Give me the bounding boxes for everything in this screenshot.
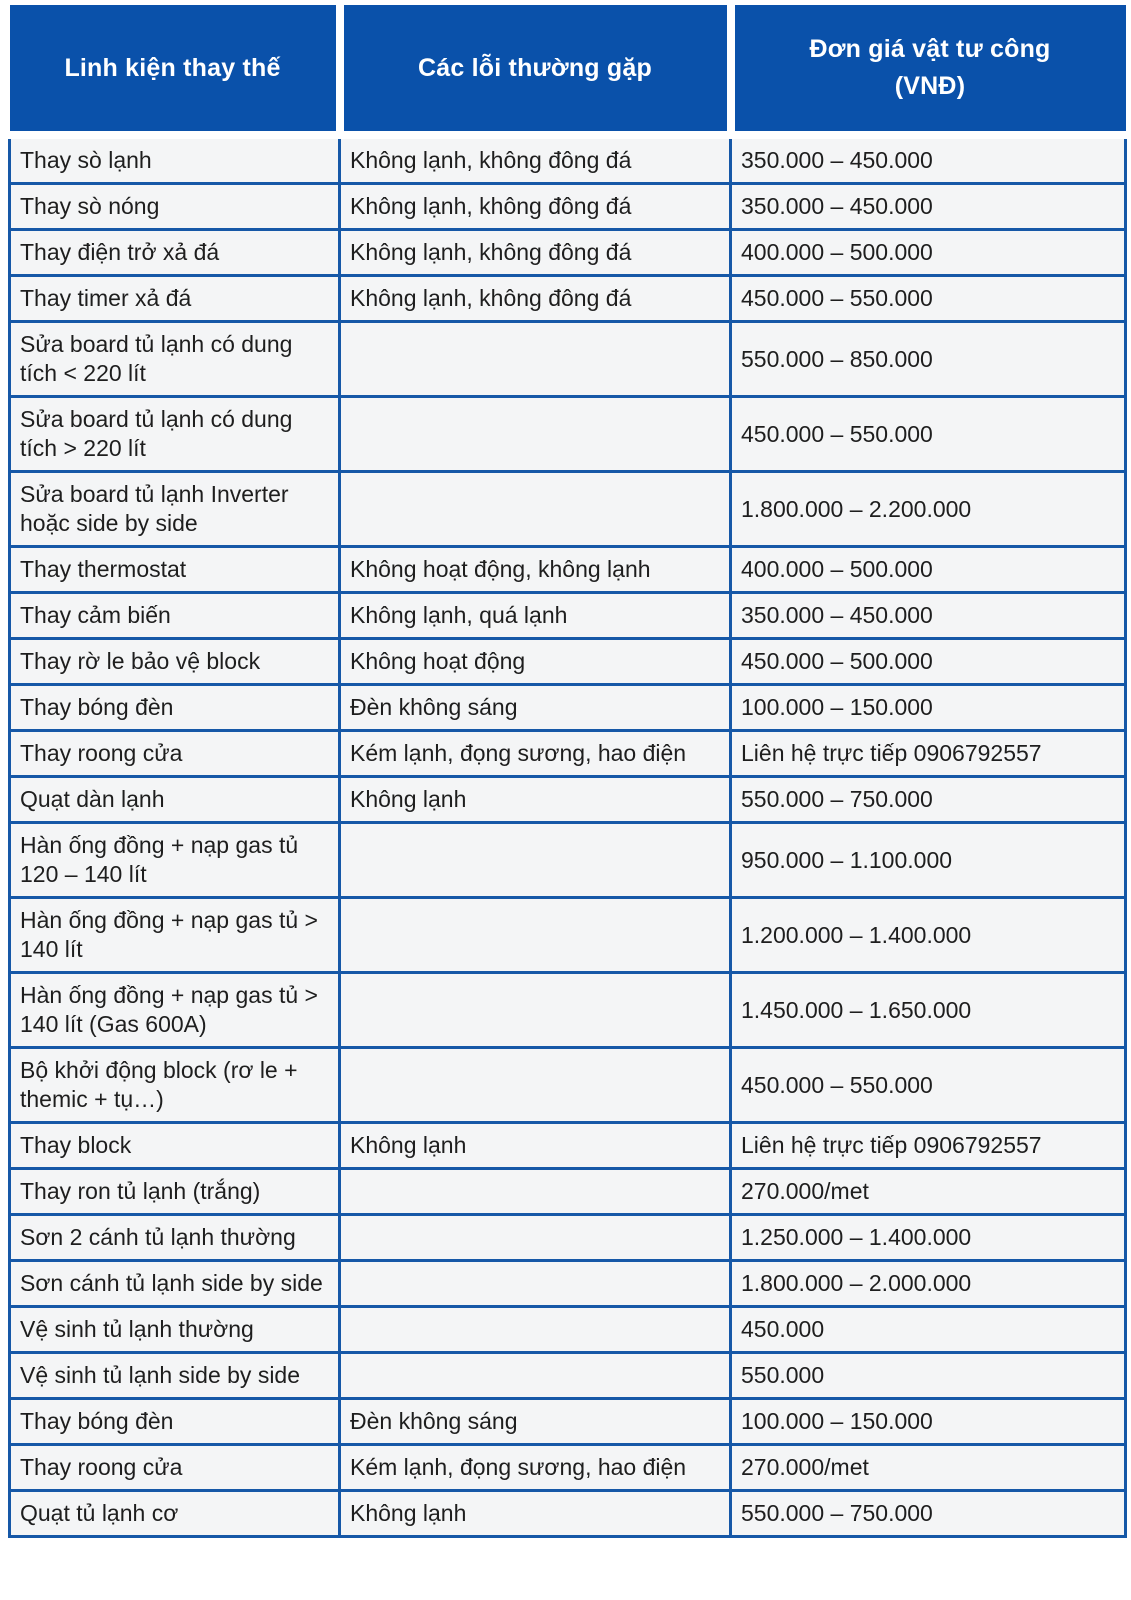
part-cell: Bộ khởi động block (rơ le + themic + tụ…) [10,1048,340,1123]
part-cell: Sửa board tủ lạnh có dung tích > 220 lít [10,397,340,472]
table-row [10,1215,1126,1261]
part-cell: Vệ sinh tủ lạnh thường [10,1307,340,1353]
price-cell: 270.000/met [731,1169,1126,1215]
part-cell: Sửa board tủ lạnh Inverter hoặc side by side [10,472,340,547]
issue-cell [340,1169,731,1215]
price-cell: 1.800.000 – 2.200.000 [731,472,1126,547]
part-cell: Thay roong cửa [10,1445,340,1491]
issue-cell [340,1307,731,1353]
part-cell: Thay ron tủ lạnh (trắng) [10,1169,340,1215]
part-cell: Thay điện trở xả đá [10,230,340,276]
table-row [10,1445,1126,1491]
price-cell: 350.000 – 450.000 [731,593,1126,639]
table-row [10,777,1126,823]
column-header-price [731,5,1126,135]
issue-cell: Không lạnh [340,1123,731,1169]
part-cell: Vệ sinh tủ lạnh side by side [10,1353,340,1399]
price-cell: 550.000 [731,1353,1126,1399]
table-row [10,1399,1126,1445]
table-row [10,184,1126,230]
part-cell: Thay sò lạnh [10,135,340,184]
table-row [10,1169,1126,1215]
table-row [10,731,1126,777]
part-cell: Thay sò nóng [10,184,340,230]
table-row [10,639,1126,685]
issue-cell: Đèn không sáng [340,1399,731,1445]
table-row [10,823,1126,898]
table-row [10,593,1126,639]
issue-cell [340,1261,731,1307]
issue-cell [340,1215,731,1261]
table-header [10,5,1126,135]
issue-cell: Không lạnh, quá lạnh [340,593,731,639]
price-cell: Liên hệ trực tiếp 0906792557 [731,1123,1126,1169]
issue-cell [340,322,731,397]
column-header-issue [340,5,731,135]
issue-cell: Không lạnh [340,1491,731,1537]
table-row [10,547,1126,593]
price-cell: 450.000 – 500.000 [731,639,1126,685]
issue-cell: Không hoạt động, không lạnh [340,547,731,593]
price-cell: 400.000 – 500.000 [731,230,1126,276]
part-cell: Sơn 2 cánh tủ lạnh thường [10,1215,340,1261]
table-row [10,1307,1126,1353]
header-row [10,5,1126,135]
price-table [8,5,1127,1538]
price-cell: Liên hệ trực tiếp 0906792557 [731,731,1126,777]
price-cell: 450.000 – 550.000 [731,397,1126,472]
price-cell: 950.000 – 1.100.000 [731,823,1126,898]
part-cell: Thay thermostat [10,547,340,593]
price-cell: 270.000/met [731,1445,1126,1491]
price-cell: 100.000 – 150.000 [731,685,1126,731]
table-body [10,135,1126,1537]
price-cell: 450.000 [731,1307,1126,1353]
table-row [10,322,1126,397]
issue-cell: Không lạnh, không đông đá [340,276,731,322]
issue-cell: Đèn không sáng [340,685,731,731]
issue-cell: Không lạnh, không đông đá [340,135,731,184]
price-cell: 550.000 – 850.000 [731,322,1126,397]
price-cell: 1.800.000 – 2.000.000 [731,1261,1126,1307]
part-cell: Quạt dàn lạnh [10,777,340,823]
part-cell: Hàn ống đồng + nạp gas tủ > 140 lít [10,898,340,973]
table-row [10,685,1126,731]
part-cell: Hàn ống đồng + nạp gas tủ > 140 lít (Gas 600A) [10,973,340,1048]
part-cell: Thay bóng đèn [10,1399,340,1445]
table-row [10,1123,1126,1169]
price-cell: 450.000 – 550.000 [731,276,1126,322]
issue-cell: Không hoạt động [340,639,731,685]
part-cell: Thay timer xả đá [10,276,340,322]
column-header-part-label: Linh kiện thay thế [64,53,281,82]
price-cell: 100.000 – 150.000 [731,1399,1126,1445]
price-cell: 400.000 – 500.000 [731,547,1126,593]
issue-cell [340,1048,731,1123]
table-row [10,230,1126,276]
column-header-issue-label: Các lỗi thường gặp [418,53,652,82]
part-cell: Thay rờ le bảo vệ block [10,639,340,685]
table-row [10,1491,1126,1537]
column-header-part [10,5,340,135]
issue-cell: Kém lạnh, đọng sương, hao điện [340,731,731,777]
table-row [10,898,1126,973]
issue-cell [340,397,731,472]
issue-cell [340,472,731,547]
table-row [10,276,1126,322]
price-cell: 1.450.000 – 1.650.000 [731,973,1126,1048]
issue-cell [340,1353,731,1399]
issue-cell: Không lạnh [340,777,731,823]
table-row [10,1353,1126,1399]
part-cell: Quạt tủ lạnh cơ [10,1491,340,1537]
issue-cell [340,898,731,973]
price-cell: 550.000 – 750.000 [731,777,1126,823]
part-cell: Thay block [10,1123,340,1169]
table-row [10,1261,1126,1307]
table-row [10,397,1126,472]
table-row [10,973,1126,1048]
issue-cell [340,823,731,898]
part-cell: Thay bóng đèn [10,685,340,731]
part-cell: Sơn cánh tủ lạnh side by side [10,1261,340,1307]
part-cell: Thay roong cửa [10,731,340,777]
issue-cell: Kém lạnh, đọng sương, hao điện [340,1445,731,1491]
table-row [10,1048,1126,1123]
price-cell: 350.000 – 450.000 [731,184,1126,230]
price-cell: 1.200.000 – 1.400.000 [731,898,1126,973]
column-header-price-label: Đơn giá vật tư công [809,35,1051,63]
price-cell: 350.000 – 450.000 [731,135,1126,184]
part-cell: Sửa board tủ lạnh có dung tích < 220 lít [10,322,340,397]
table-row [10,135,1126,184]
part-cell: Thay cảm biến [10,593,340,639]
issue-cell: Không lạnh, không đông đá [340,230,731,276]
price-cell: 550.000 – 750.000 [731,1491,1126,1537]
issue-cell [340,973,731,1048]
column-header-price-unit: (VNĐ) [894,72,966,100]
table-row [10,472,1126,547]
issue-cell: Không lạnh, không đông đá [340,184,731,230]
price-cell: 1.250.000 – 1.400.000 [731,1215,1126,1261]
part-cell: Hàn ống đồng + nạp gas tủ 120 – 140 lít [10,823,340,898]
price-cell: 450.000 – 550.000 [731,1048,1126,1123]
